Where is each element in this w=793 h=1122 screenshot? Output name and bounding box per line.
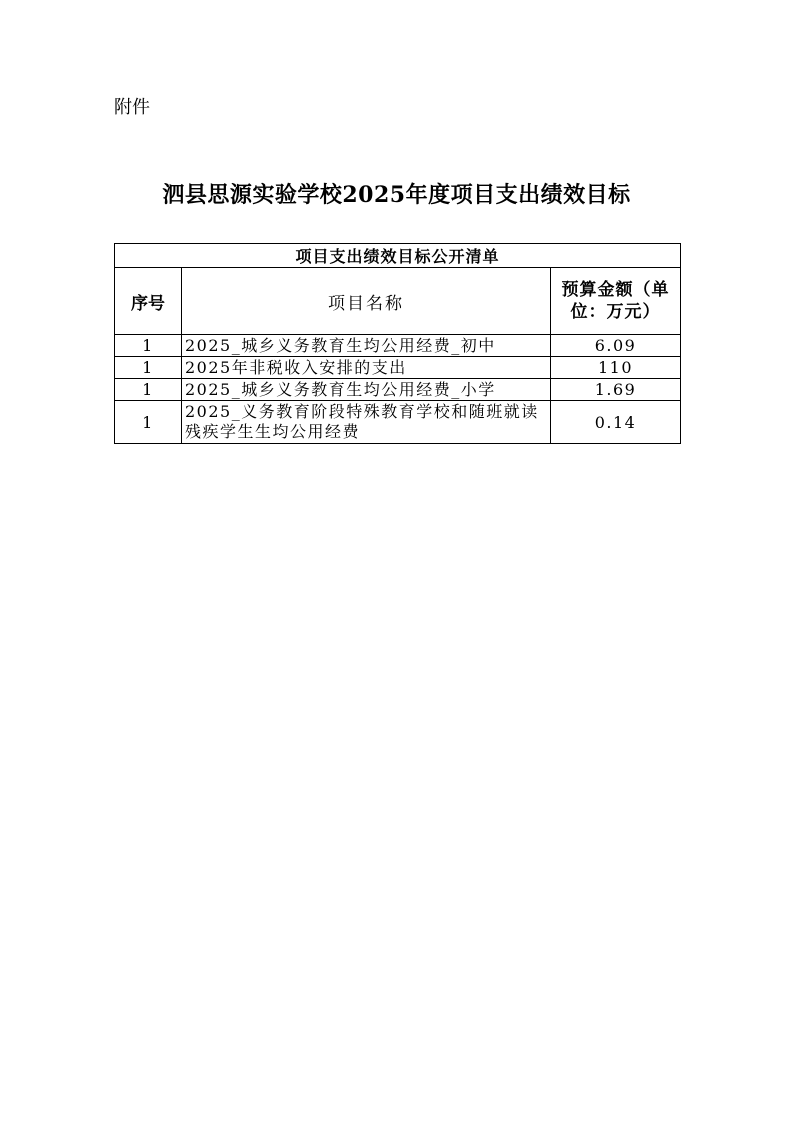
row-budget: 1.69 [551,379,681,401]
table-row [115,335,681,357]
table-row [115,379,681,401]
row-index: 1 [115,357,182,379]
row-project-name: 2025年非税收入安排的支出 [182,357,551,379]
table-caption-row [115,244,681,268]
page-title: 泗县思源实验学校2025年度项目支出绩效目标 [162,182,631,208]
header-budget: 预算金额（单位：万元） [551,268,681,335]
table-caption: 项目支出绩效目标公开清单 [115,244,681,268]
row-project-name: 2025_城乡义务教育生均公用经费_初中 [182,335,551,357]
table-header-row [115,268,681,335]
row-index: 1 [115,335,182,357]
attachment-label: 附件 [114,97,150,118]
performance-targets-table [114,243,681,444]
header-index: 序号 [115,268,182,335]
row-budget: 6.09 [551,335,681,357]
row-project-name: 2025_城乡义务教育生均公用经费_小学 [182,379,551,401]
header-project-name: 项目名称 [182,268,551,335]
row-index: 1 [115,379,182,401]
table-row [115,357,681,379]
row-project-name: 2025_义务教育阶段特殊教育学校和随班就读残疾学生生均公用经费 [182,401,551,444]
row-index: 1 [115,401,182,444]
row-budget: 0.14 [551,401,681,444]
table-row [115,401,681,444]
row-budget: 110 [551,357,681,379]
